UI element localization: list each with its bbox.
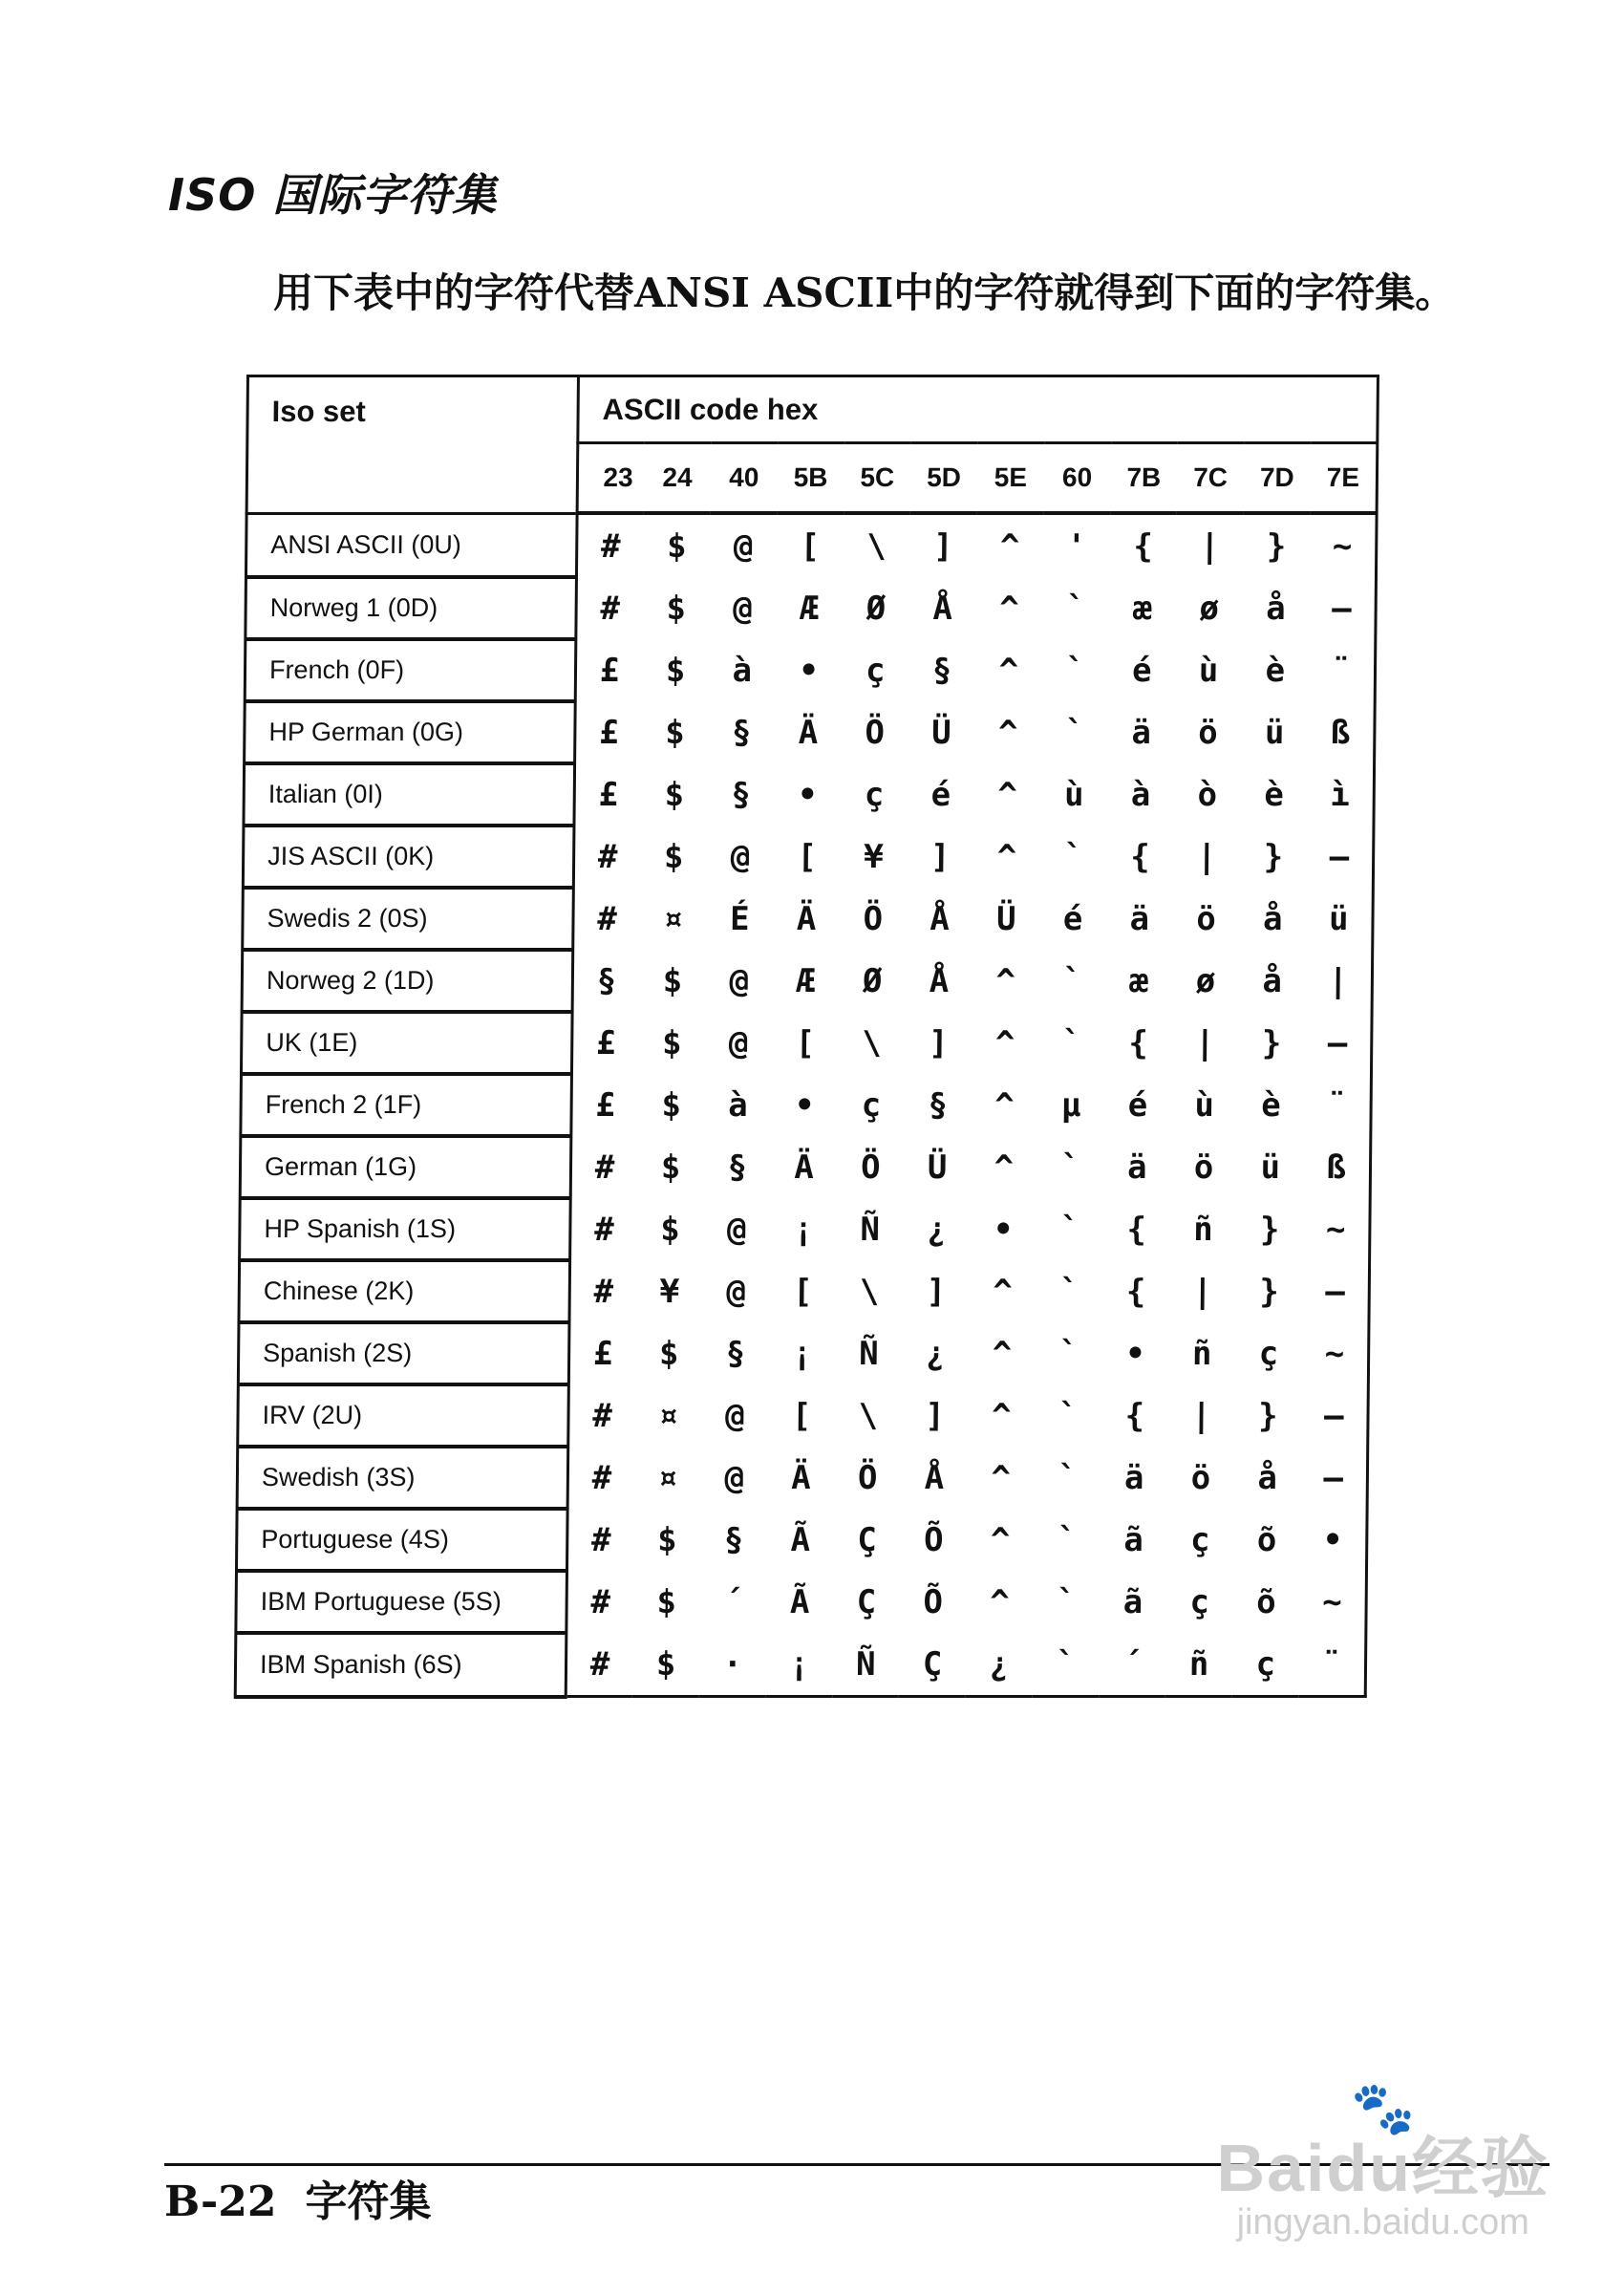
char-cell: ^ [990,1520,1011,1559]
char-cell: | [1199,526,1220,566]
char-cell: ´ [1122,1644,1143,1684]
char-cell: $ [664,775,685,814]
char-cell: $ [661,1023,682,1062]
char-cell: § [731,713,752,752]
char-cell: # [592,1396,613,1435]
char-cell: ` [1064,713,1085,752]
char-cell: $ [660,1210,680,1249]
iso-set-header: Iso set [246,376,578,514]
char-cell: ~ [1324,1334,1345,1373]
char-cell: ` [1060,1148,1081,1187]
charset-name: Norweg 1 (0D) [246,577,577,639]
hex-code-cell: 23 [577,443,644,514]
char-cell: • [794,1085,815,1125]
table-row [240,1198,1371,1260]
char-cell: à [1130,775,1151,814]
char-cell: } [1261,1023,1282,1062]
char-cell: à [732,651,753,690]
char-cell: } [1259,1272,1280,1311]
char-cell: ß [1330,713,1351,752]
char-cell: Ä [791,1458,811,1497]
hex-code-cell: 7D [1244,443,1311,514]
char-cell: ` [1058,1396,1079,1435]
char-cell: ^ [993,1272,1014,1311]
char-cell: à [728,1085,748,1125]
char-cell: \ [858,1396,879,1435]
char-cell: ç [1189,1582,1210,1621]
char-cell: \ [862,1023,883,1062]
char-cell: ] [932,526,953,566]
char-cell: ¥ [659,1272,680,1311]
char-cell: ` [1062,961,1082,1000]
iso-charset-table [234,375,1379,1699]
char-cell: £ [595,1023,616,1062]
char-cell: ' [1066,526,1087,566]
char-cell: å [1262,899,1283,938]
char-cell: é [1131,651,1152,690]
char-cell: Ö [857,1458,878,1497]
charset-name: Norweg 2 (1D) [242,950,573,1012]
char-cell: @ [724,1396,745,1435]
char-cell: ù [1194,1085,1215,1125]
char-cell: { [1130,837,1150,876]
charset-name: IRV (2U) [238,1384,569,1447]
char-cell: | [1192,1272,1213,1311]
hex-code-cell: 7B [1110,443,1177,514]
char-cell: ~ [1325,1210,1346,1249]
char-cell: ¥ [864,837,884,876]
char-cell: # [594,1210,614,1249]
char-cell: # [594,1148,615,1187]
char-cell: £ [599,651,620,690]
char-cell: ç [1189,1520,1210,1559]
char-cell: [ [797,837,818,876]
char-cell: | [1194,1023,1215,1062]
char-cell: £ [592,1334,613,1373]
charset-name: Italian (0I) [244,763,575,826]
char-cell: Ç [922,1644,943,1684]
charset-name: German (1G) [240,1136,571,1198]
char-cell: § [731,775,752,814]
char-cell: — [1329,837,1350,876]
char-cell: @ [729,961,750,1000]
hex-code-cell: 7C [1177,443,1244,514]
char-cell: § [727,1148,748,1187]
char-cell: ö [1190,1458,1211,1497]
char-cell: — [1323,1396,1344,1435]
char-cell: ^ [999,526,1020,566]
char-cell: ä [1129,899,1150,938]
char-cell: $ [658,1334,679,1373]
char-cell: $ [665,651,686,690]
char-cell: ¤ [663,899,684,938]
char-cell: µ [1060,1085,1081,1125]
char-cell: õ [1256,1582,1276,1621]
char-cell: ä [1123,1458,1144,1497]
char-cell: è [1264,775,1285,814]
char-cell: ^ [997,775,1018,814]
table-row [241,1074,1372,1136]
char-cell: Å [924,1458,945,1497]
page-number: B-22 [164,2177,277,2226]
char-cell: • [993,1210,1014,1249]
char-cell: ¡ [792,1334,813,1373]
char-cell: ¿ [927,1210,947,1249]
charset-name: French 2 (1F) [241,1074,572,1136]
char-cell: $ [663,837,684,876]
char-cell: ] [925,1396,946,1435]
char-cell: ç [861,1085,882,1125]
char-cell: · [722,1644,743,1684]
table-row [239,1260,1370,1322]
table-row [236,1509,1367,1571]
table-row [238,1322,1369,1384]
char-cell: # [589,1644,610,1684]
table-row [243,826,1374,888]
char-cell: ` [1056,1644,1077,1684]
char-cell: ` [1059,1210,1080,1249]
char-cell: £ [599,713,619,752]
hex-code-cell: 5C [844,443,910,514]
table-row [242,950,1373,1012]
char-cell: ¨ [1331,651,1352,690]
hex-code-cell: 7E [1310,443,1377,514]
char-cell: # [597,837,618,876]
char-cell: Æ [796,961,816,1000]
char-cell: é [1062,899,1083,938]
iso-charset-table-wrapper [234,375,1379,1699]
charset-name: ANSI ASCII (0U) [246,513,577,577]
char-cell: Å [929,961,950,1000]
char-cell: ñ [1188,1644,1209,1684]
char-cell: ` [1065,589,1086,628]
char-cell: ] [928,1023,949,1062]
char-cell: Ü [931,713,951,752]
char-cell: ü [1328,899,1349,938]
char-cell: $ [655,1644,676,1684]
char-cell: # [600,526,621,566]
char-cell: É [729,899,750,938]
char-cell: } [1257,1396,1278,1435]
char-cell: @ [724,1458,745,1497]
char-cell: ì [1330,775,1351,814]
char-cell: Ö [865,713,886,752]
char-cell: ö [1196,899,1217,938]
char-cell: ~ [1332,526,1353,566]
watermark-brand: Baidu经验 [1216,2131,1549,2205]
char-cell: ` [1058,1458,1078,1497]
charset-name: French (0F) [245,639,576,701]
char-cell: Ñ [855,1644,876,1684]
char-cell: { [1124,1396,1145,1435]
char-cell: | [1328,961,1349,1000]
char-cell: ç [1258,1334,1279,1373]
char-cell: # [593,1272,614,1311]
char-cell: { [1133,526,1154,566]
char-cell: ¨ [1327,1085,1347,1125]
char-cell: ` [1056,1582,1077,1621]
char-cell: ¤ [658,1396,679,1435]
char-cell: ñ [1193,1210,1213,1249]
char-cell: @ [730,837,751,876]
char-cell: ` [1058,1334,1079,1373]
char-cell: @ [728,1023,749,1062]
table-row [246,577,1377,639]
char-cell: è [1265,651,1286,690]
char-cell: # [600,589,621,628]
char-cell: { [1125,1272,1146,1311]
hex-code-cell: 40 [711,443,778,514]
char-cell: é [930,775,951,814]
hex-code-cell: 24 [644,443,711,514]
charset-name: HP German (0G) [245,701,576,763]
char-cell: ç [864,775,885,814]
char-cell: ] [926,1272,947,1311]
char-cell: — [1332,589,1352,628]
baidu-watermark [1216,2080,1549,2243]
charset-name: IBM Portuguese (5S) [236,1571,567,1633]
char-cell: ü [1260,1148,1281,1187]
char-cell: è [1261,1085,1281,1125]
char-cell: £ [598,775,619,814]
char-cell: å [1262,961,1283,1000]
char-cell: # [590,1520,611,1559]
char-cell: ^ [994,1085,1015,1125]
charset-name: Swedis 2 (0S) [243,888,574,950]
char-cell: # [597,899,618,938]
char-cell: ¿ [989,1644,1010,1684]
hex-code-cell: 60 [1043,443,1110,514]
char-cell: ] [930,837,951,876]
hex-code-cell: 5E [977,443,1044,514]
char-cell: § [931,651,952,690]
table-row [237,1447,1368,1509]
char-cell: ç [865,651,886,690]
charset-name: Chinese (2K) [239,1260,570,1322]
char-cell: å [1257,1458,1278,1497]
char-cell: ä [1126,1148,1147,1187]
char-cell: @ [733,589,753,628]
charset-name: UK (1E) [241,1012,572,1074]
char-cell: [ [800,526,821,566]
char-cell: Ø [865,589,887,628]
watermark-url: jingyan.baidu.com [1236,2202,1529,2242]
table-row [240,1136,1371,1198]
char-cell: £ [595,1085,616,1125]
char-cell: § [723,1520,744,1559]
char-cell: ^ [996,837,1017,876]
char-cell: ¨ [1321,1644,1342,1684]
char-cell: ^ [999,589,1019,628]
char-cell: ^ [990,1582,1010,1621]
charset-name: Spanish (2S) [238,1322,569,1384]
char-cell: ` [1057,1520,1078,1559]
char-cell: ^ [994,1148,1015,1187]
char-cell: Ä [796,899,817,938]
char-cell: ¤ [657,1458,678,1497]
char-cell: \ [866,526,887,566]
char-cell: $ [662,961,683,1000]
char-cell: $ [656,1582,677,1621]
hex-code-cell: 5B [777,443,844,514]
char-cell: Æ [799,589,820,628]
char-cell: ¡ [793,1210,814,1249]
char-cell: Õ [923,1520,944,1559]
char-cell: ö [1198,713,1218,752]
char-cell: } [1263,837,1284,876]
char-cell: Ä [794,1148,815,1187]
char-cell: ñ [1191,1334,1212,1373]
char-cell: # [591,1458,612,1497]
char-cell: Ã [789,1582,810,1621]
ascii-code-header: ASCII code hex [578,376,1378,443]
char-cell: ø [1195,961,1216,1000]
char-cell: $ [666,589,687,628]
char-cell: ^ [995,961,1016,1000]
char-cell: ß [1326,1148,1347,1187]
char-cell: ^ [997,713,1018,752]
char-cell: ^ [998,651,1019,690]
char-cell: Ä [798,713,819,752]
char-cell: — [1323,1458,1344,1497]
char-cell: ò [1197,775,1218,814]
char-cell: Ç [857,1520,878,1559]
table-row [236,1571,1367,1633]
char-cell: § [596,961,617,1000]
char-cell: ~ [1322,1582,1342,1621]
char-cell: • [799,651,820,690]
char-cell: Ñ [860,1210,881,1249]
table-row [241,1012,1372,1074]
char-cell: { [1126,1210,1147,1249]
char-cell: ä [1131,713,1152,752]
char-cell: § [928,1085,949,1125]
char-cell: ` [1061,1023,1082,1062]
char-cell: $ [666,526,687,566]
char-cell: ^ [991,1396,1012,1435]
char-cell: @ [726,1272,747,1311]
char-cell: $ [661,1085,682,1125]
char-cell: ã [1123,1520,1144,1559]
char-cell: | [1191,1396,1212,1435]
section-title: ISO 国际字符集 [168,169,498,221]
char-cell: — [1325,1272,1346,1311]
char-cell: @ [733,526,754,566]
table-row [235,1633,1366,1697]
char-cell: { [1128,1023,1149,1062]
char-cell: Ü [995,899,1016,938]
paw-logo-icon: 🐾 [1351,2080,1416,2137]
char-cell: ù [1063,775,1084,814]
hex-code-cell: 5D [910,443,977,514]
char-cell: } [1266,526,1287,566]
char-cell: ç [1255,1644,1276,1684]
char-cell: å [1266,589,1286,628]
char-cell: ¡ [789,1644,810,1684]
char-cell: ^ [994,1023,1015,1062]
char-cell: Õ [923,1582,944,1621]
char-cell: @ [726,1210,747,1249]
charset-name: HP Spanish (1S) [240,1198,571,1260]
table-row [246,513,1377,577]
char-cell: ´ [723,1582,743,1621]
char-cell: $ [660,1148,681,1187]
char-cell: Ñ [859,1334,879,1373]
char-cell: Ã [790,1520,811,1559]
char-cell: õ [1256,1520,1277,1559]
charset-name: Swedish (3S) [237,1447,568,1509]
char-cell: ã [1122,1582,1143,1621]
char-cell: ` [1065,651,1086,690]
char-cell: — [1327,1023,1348,1062]
char-cell: $ [656,1520,677,1559]
char-cell: ù [1198,651,1219,690]
char-cell: | [1196,837,1217,876]
char-cell: • [797,775,818,814]
char-cell: ¿ [925,1334,946,1373]
char-cell: [ [791,1396,812,1435]
charset-name: Portuguese (4S) [236,1509,567,1571]
char-cell: Ö [863,899,884,938]
char-cell: § [725,1334,746,1373]
char-cell: ^ [992,1334,1013,1373]
char-cell: Å [930,899,951,938]
char-cell: Ø [862,961,883,1000]
table-row [245,639,1376,701]
char-cell: [ [795,1023,816,1062]
char-cell: ø [1199,589,1220,628]
page-footer [164,2167,432,2228]
table-row [244,763,1375,826]
char-cell: $ [665,713,685,752]
charset-name: IBM Spanish (6S) [235,1633,566,1697]
char-cell: } [1259,1210,1280,1249]
char-cell: é [1127,1085,1148,1125]
char-cell: ö [1193,1148,1214,1187]
char-cell: \ [859,1272,880,1311]
table-row [245,701,1376,763]
char-cell: [ [792,1272,813,1311]
charset-rows [235,513,1377,1697]
char-cell: Ç [856,1582,877,1621]
char-cell: æ [1128,961,1149,1000]
char-cell: • [1322,1520,1343,1559]
char-cell: # [590,1582,611,1621]
footer-section: 字符集 [305,2177,432,2226]
table-row [243,888,1374,950]
char-cell: Ö [860,1148,881,1187]
char-cell: Å [932,589,953,628]
char-cell: Ü [927,1148,948,1187]
intro-text: 用下表中的字符代替ANSI ASCII中的字符就得到下面的字符集。 [273,269,1456,316]
char-cell: ` [1058,1272,1079,1311]
charset-name: JIS ASCII (0K) [243,826,574,888]
table-row [238,1384,1369,1447]
char-cell: ^ [991,1458,1012,1497]
char-cell: ü [1264,713,1285,752]
char-cell: ` [1063,837,1084,876]
char-cell: æ [1132,589,1153,628]
char-cell: • [1125,1334,1145,1373]
